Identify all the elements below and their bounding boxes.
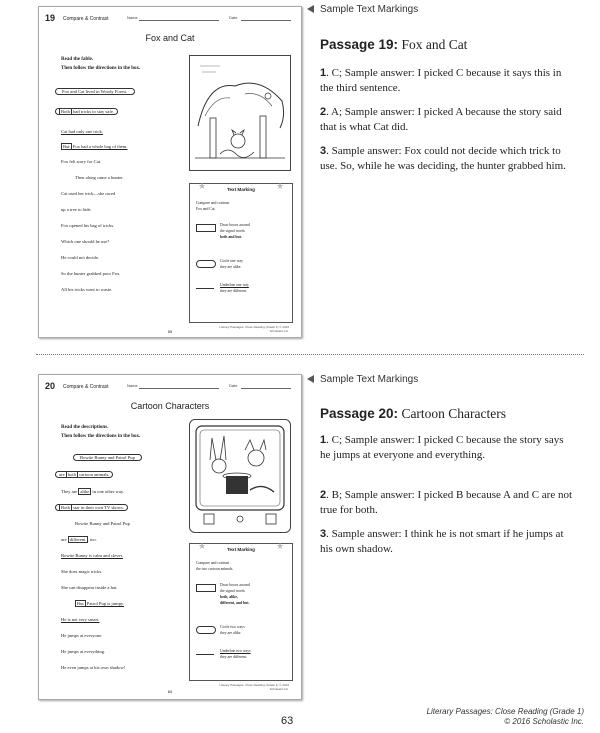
name-label: Name — [127, 15, 138, 20]
worksheet-footer: Literary Passages: Close Reading (Grade 1) © 2016 Scholastic Inc. — [219, 325, 289, 333]
oval-symbol — [196, 626, 216, 634]
fox-cat-illustration — [189, 55, 291, 171]
passage-line: He jumps at everyone. — [61, 633, 103, 638]
passage-line: He is not very smart. — [61, 617, 100, 622]
passage-line: Fox felt sorry for Cat. — [61, 159, 102, 164]
date-line — [241, 20, 291, 21]
arrow-left-icon — [307, 5, 314, 13]
passage-line: Then along came a hunter. — [75, 175, 124, 180]
name-line — [139, 388, 219, 389]
passage-line: But Patrol Pup is jumpy. — [77, 601, 125, 606]
worksheet-skill: Compare & Contrast — [63, 384, 109, 390]
passage-line: Fox opened his bag of tricks. — [61, 223, 115, 228]
passage-line: Bowtie Bunny and Patrol Pup — [73, 455, 142, 460]
worksheet-thumbnail-20 — [38, 374, 302, 700]
date-label: Date — [229, 383, 238, 388]
worksheet-footer: Literary Passages: Close Reading (Grade 1) © 2016 Scholastic Inc. — [219, 683, 289, 691]
page-credit: Literary Passages: Close Reading (Grade 1) © 2016 Scholastic Inc. — [426, 707, 584, 726]
passage-line: She does magic tricks. — [61, 569, 103, 574]
sample-markings-label: Sample Text Markings — [307, 374, 418, 385]
date-line — [241, 388, 291, 389]
worksheet-skill: Compare & Contrast — [63, 16, 109, 22]
box-symbol — [196, 584, 216, 592]
date-label: Date — [229, 15, 238, 20]
passage-line: So the hunter grabbed poor Fox. — [61, 271, 121, 276]
underline-symbol — [196, 654, 214, 655]
answer-item: 1. C; Sample answer: I picked C because the story says he jumps at everyone and everything. — [320, 434, 564, 461]
cartoon-tv-illustration — [189, 419, 291, 533]
passage-line: Cat used her trick—she raced — [61, 191, 116, 196]
text-marking-box: Text Marking ★ ★ Compare and contrast the two cartoon animals. Draw boxes around the signal words both, alike, different, and but. Circle two ways they are alike. Underline two ways they are different. — [189, 543, 293, 681]
passage-line: Which one should he use? — [61, 239, 110, 244]
worksheet-title: Fox and Cat — [145, 33, 195, 43]
oval-symbol — [196, 260, 216, 268]
passage-line: up a tree to hide. — [61, 207, 92, 212]
passage-line: Fox and Cat lived in Woody Forest. — [55, 89, 135, 94]
sample-markings-label: Sample Text Markings — [307, 4, 418, 15]
answer-item: 2. B; Sample answer: I picked B because A and C are not true for both. — [320, 489, 573, 516]
answer-item: 3. Sample answer: Fox could not decide which trick to use. So, while he was deciding, the hunter grabbed him. — [320, 145, 566, 172]
worksheet-page-number: 59 — [167, 329, 173, 334]
passage-heading: Passage 19: Fox and Cat — [320, 37, 468, 52]
answer-item: 3. Sample answer: I think he is not smart if he jumps at his own shadow. — [320, 528, 564, 555]
passage-line: She can disappear inside a hat. — [61, 585, 118, 590]
star-icon: ★ — [198, 181, 207, 191]
page-number: 63 — [281, 715, 294, 727]
passage-line: are different , too. — [61, 537, 97, 542]
instructions: Read the fable. Then follow the directions in the box. — [61, 57, 141, 71]
star-icon: ★ — [276, 541, 285, 551]
text-marking-box: Text Marking ★ ★ Compare and contrast Fox and Cat. Draw boxes around the signal words both and but. Circle one way they are alike. Underline one way they are different. — [189, 183, 293, 323]
text-marking-title: Text Marking — [227, 547, 255, 552]
passage-line: He could not decide. — [61, 255, 100, 260]
passage-line: are both cartoon animals. — [55, 472, 113, 477]
text-marking-title: Text Marking — [227, 187, 255, 192]
worksheet-number: 20 — [45, 381, 56, 391]
answer-item: 2. A; Sample answer: I picked A because the story said that is what Cat did. — [320, 106, 562, 133]
instructions: Read the descriptions. Then follow the directions in the box. — [61, 425, 141, 439]
worksheet-title: Cartoon Characters — [130, 401, 210, 411]
worksheet-number: 19 — [45, 13, 56, 23]
answer-item: 1. C; Sample answer: I picked C because it says this in the third sentence. — [320, 67, 562, 94]
passage-line: All his tricks went to waste. — [61, 287, 113, 292]
worksheet-thumbnail-19 — [38, 6, 302, 338]
star-icon: ★ — [198, 541, 207, 551]
passage-line: Both star in their own TV shows. — [55, 505, 128, 510]
underline-symbol — [196, 288, 214, 289]
star-icon: ★ — [276, 181, 285, 191]
passage-line: They are alike in one other way. — [61, 489, 125, 494]
section-divider — [36, 354, 584, 355]
name-line — [139, 20, 219, 21]
name-label: Name — [127, 383, 138, 388]
passage-line: But Fox had a whole bag of them. — [63, 144, 128, 149]
worksheet-page-number: 60 — [167, 689, 173, 694]
passage-line: Cat had only one trick. — [61, 129, 103, 134]
passage-line: Bowtie Bunny is calm and clever. — [61, 553, 124, 558]
passage-line: He even jumps at his own shadow! — [61, 665, 126, 670]
passage-line: Both had tricks to stay safe. — [55, 109, 118, 114]
passage-heading: Passage 20: Cartoon Characters — [320, 406, 507, 421]
arrow-left-icon — [307, 375, 314, 383]
box-symbol — [196, 224, 216, 232]
passage-line: He jumps at everything. — [61, 649, 106, 654]
passage-line: Bowtie Bunny and Patrol Pup — [75, 521, 130, 526]
